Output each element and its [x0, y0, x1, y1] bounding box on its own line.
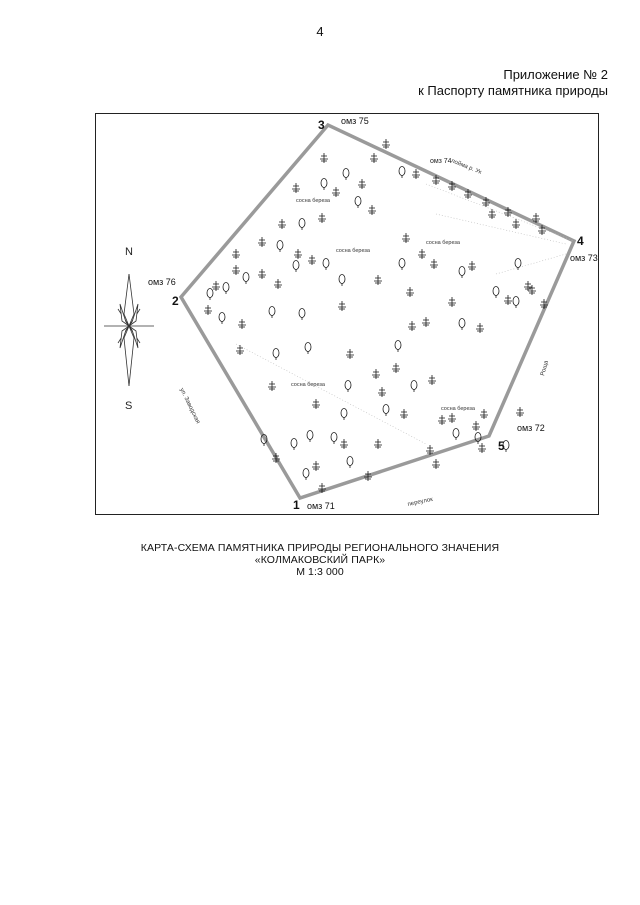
conifer-tree-icon [488, 209, 496, 219]
deciduous-tree-icon [459, 319, 465, 331]
deciduous-tree-icon [395, 341, 401, 353]
deciduous-tree-icon [223, 283, 229, 295]
compass-rose [104, 274, 154, 386]
conifer-tree-icon [370, 153, 378, 163]
conifer-tree-icon [516, 407, 524, 417]
deciduous-tree-icon [411, 381, 417, 393]
deciduous-tree-icon [307, 431, 313, 443]
conifer-tree-icon [430, 259, 438, 269]
vertex-1: 1 [293, 498, 300, 512]
deciduous-tree-icon [273, 349, 279, 361]
conifer-tree-icon [292, 183, 300, 193]
conifer-tree-icon [472, 421, 480, 431]
caption-scale: М 1:3 000 [296, 566, 344, 578]
conifer-tree-icon [478, 443, 486, 453]
compass-north-label: N [125, 246, 133, 258]
conifer-tree-icon [274, 279, 282, 289]
conifer-tree-icon [374, 275, 382, 285]
deciduous-tree-icon [339, 275, 345, 287]
mark-omz-76: омз 76 [148, 277, 176, 287]
conifer-tree-icon [476, 323, 484, 333]
deciduous-tree-icon [323, 259, 329, 271]
conifer-tree-icon [422, 317, 430, 327]
conifer-tree-icon [528, 285, 536, 295]
vegetation-label: сосна береза [441, 406, 475, 412]
deciduous-tree-icon [355, 197, 361, 209]
conifer-tree-icon [258, 237, 266, 247]
deciduous-tree-icon [515, 259, 521, 271]
conifer-tree-icon [448, 413, 456, 423]
deciduous-tree-icon [219, 313, 225, 325]
appendix-subtitle: к Паспорту памятника природы [418, 83, 608, 98]
conifer-tree-icon [308, 255, 316, 265]
conifer-tree-icon [400, 409, 408, 419]
deciduous-tree-icon [243, 273, 249, 285]
conifer-tree-icon [232, 265, 240, 275]
conifer-tree-icon [374, 439, 382, 449]
vegetation-label: сосна береза [296, 198, 330, 204]
conifer-tree-icon [402, 233, 410, 243]
map-frame [95, 113, 599, 515]
conifer-tree-icon [512, 219, 520, 229]
conifer-tree-icon [232, 249, 240, 259]
appendix-header [418, 67, 608, 99]
deciduous-tree-icon [299, 219, 305, 231]
deciduous-tree-icon [291, 439, 297, 451]
conifer-tree-icon [524, 281, 532, 291]
page-number: 4 [316, 24, 324, 39]
conifer-tree-icon [504, 295, 512, 305]
deciduous-tree-icon [207, 289, 213, 301]
conifer-tree-icon [312, 461, 320, 471]
deciduous-tree-icon [331, 433, 337, 445]
conifer-tree-icon [368, 205, 376, 215]
mark-omz-74: омз 74 [430, 158, 452, 165]
deciduous-tree-icon [299, 309, 305, 321]
street-top-label: пойма р. Ук [450, 158, 483, 176]
conifer-tree-icon [382, 139, 390, 149]
deciduous-tree-icon [459, 267, 465, 279]
deciduous-tree-icon [305, 343, 311, 355]
deciduous-tree-icon [293, 261, 299, 273]
conifer-tree-icon [236, 345, 244, 355]
conifer-tree-icon [432, 459, 440, 469]
vertex-3: 3 [318, 118, 325, 132]
deciduous-tree-icon [383, 405, 389, 417]
conifer-tree-icon [448, 297, 456, 307]
conifer-tree-icon [428, 375, 436, 385]
conifer-tree-icon [212, 281, 220, 291]
conifer-tree-icon [418, 249, 426, 259]
conifer-tree-icon [406, 287, 414, 297]
vegetation-label: сосна береза [426, 240, 460, 246]
conifer-tree-icon [278, 219, 286, 229]
conifer-tree-icon [372, 369, 380, 379]
deciduous-tree-icon [321, 179, 327, 191]
conifer-tree-icon [480, 409, 488, 419]
conifer-tree-icon [320, 153, 328, 163]
vegetation-label: сосна береза [291, 382, 325, 388]
appendix-title: Приложение № 2 [503, 67, 608, 82]
vertex-2: 2 [172, 294, 179, 308]
map-caption [0, 542, 640, 578]
deciduous-tree-icon [277, 241, 283, 253]
park-map [96, 114, 598, 514]
conifer-tree-icon [268, 381, 276, 391]
deciduous-tree-icon [453, 429, 459, 441]
deciduous-tree-icon [493, 287, 499, 299]
deciduous-tree-icon [399, 259, 405, 271]
street-bottom-label: переулок [407, 496, 434, 508]
conifer-tree-icon [438, 415, 446, 425]
conifer-tree-icon [340, 439, 348, 449]
deciduous-tree-icon [399, 167, 405, 179]
deciduous-tree-icon [347, 457, 353, 469]
mark-omz-71: омз 71 [307, 501, 335, 511]
conifer-tree-icon [258, 269, 266, 279]
conifer-tree-icon [294, 249, 302, 259]
conifer-tree-icon [412, 169, 420, 179]
deciduous-tree-icon [345, 381, 351, 393]
compass-south-label: S [125, 400, 133, 412]
deciduous-tree-icon [341, 409, 347, 421]
conifer-tree-icon [408, 321, 416, 331]
deciduous-tree-icon [269, 307, 275, 319]
deciduous-tree-icon [303, 469, 309, 481]
conifer-tree-icon [332, 187, 340, 197]
conifer-tree-icon [318, 213, 326, 223]
conifer-tree-icon [358, 179, 366, 189]
conifer-tree-icon [378, 387, 386, 397]
street-right-label: Роща [540, 360, 550, 377]
conifer-tree-icon [338, 301, 346, 311]
conifer-tree-icon [204, 305, 212, 315]
conifer-tree-icon [312, 399, 320, 409]
conifer-tree-icon [346, 349, 354, 359]
deciduous-tree-icon [343, 169, 349, 181]
vegetation-label: сосна береза [336, 248, 370, 254]
caption-park-name: «КОЛМАКОВСКИЙ ПАРК» [254, 554, 386, 566]
conifer-tree-icon [468, 261, 476, 271]
vertex-4: 4 [577, 234, 584, 248]
caption-title: КАРТА-СХЕМА ПАМЯТНИКА ПРИРОДЫ РЕГИОНАЛЬНОГО ЗНАЧЕНИЯ [140, 542, 500, 554]
vertex-5: 5 [498, 439, 505, 453]
mark-omz-73: омз 73 [570, 253, 598, 263]
auxiliary-lines [236, 184, 574, 444]
mark-omz-72: омз 72 [517, 423, 545, 433]
mark-omz-75: омз 75 [341, 116, 369, 126]
conifer-tree-icon [392, 363, 400, 373]
street-left-label: ул. Заводская [178, 387, 201, 425]
deciduous-tree-icon [513, 297, 519, 309]
conifer-tree-icon [238, 319, 246, 329]
tree-symbols [204, 139, 548, 493]
